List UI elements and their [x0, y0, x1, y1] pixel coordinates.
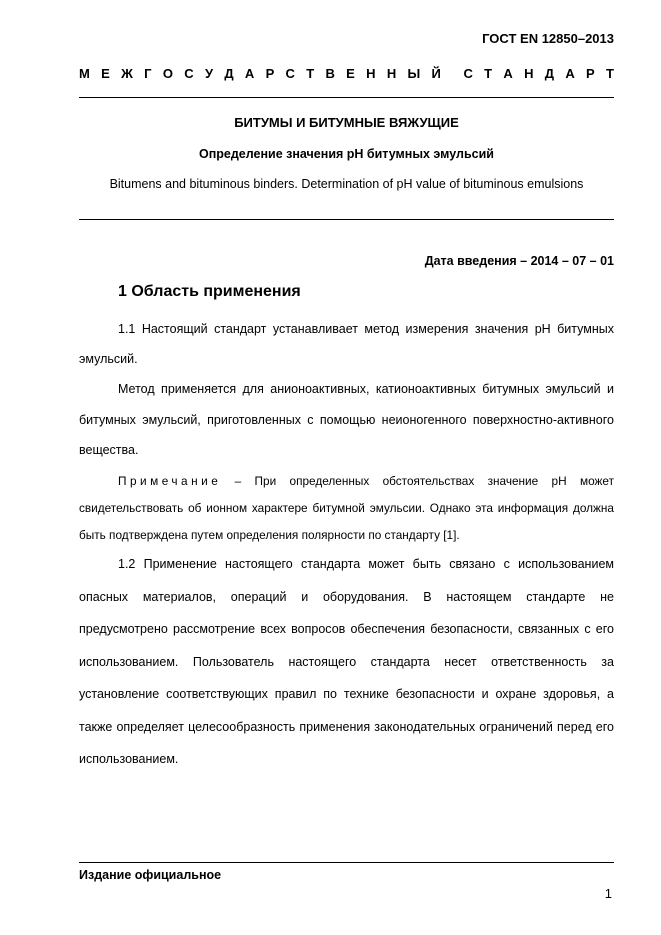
- banner-letter: М: [79, 66, 90, 81]
- banner-letter: А: [244, 66, 255, 81]
- banner-letter: Й: [431, 66, 441, 81]
- introduction-date: Дата введения – 2014 – 07 – 01: [424, 254, 614, 268]
- banner-letter: У: [204, 66, 214, 81]
- banner-letter: Ы: [407, 66, 421, 81]
- section-heading: 1 Область применения: [118, 283, 301, 300]
- standard-number: ГОСТ EN 12850–2013: [482, 31, 614, 46]
- banner-letter: А: [565, 66, 575, 81]
- banner-letter: Н: [366, 66, 376, 81]
- footer-divider: [79, 862, 614, 863]
- banner-letter: С: [184, 66, 194, 81]
- banner-letter: Д: [224, 66, 234, 81]
- banner-letter: С: [463, 66, 473, 81]
- document-title: БИТУМЫ И БИТУМНЫЕ ВЯЖУЩИЕ: [234, 115, 459, 130]
- title-divider: [79, 219, 614, 220]
- banner-letter: С: [285, 66, 295, 81]
- banner-letter: О: [162, 66, 173, 81]
- page-number: 1: [604, 886, 612, 901]
- english-title: Bitumens and bituminous binders. Determination of pH value of bituminous emulsions: [109, 177, 584, 191]
- paragraph-1-1: [79, 314, 614, 374]
- paragraph-method-text: Метод применяется для анионоактивных, катионоактивных битумных эмульсий и битумных эмульсий, приготовленных с помощью неионогенного поверхностно-активного вещества.: [79, 382, 614, 457]
- document-subtitle: Определение значения рН битумных эмульсий: [199, 147, 494, 161]
- paragraph-1-2-text: 1.2 Применение настоящего стандарта может быть связано с использованием опасных материалов, операций и оборудования. В настоящем стандарте не предусмотрено рассмотрение всех вопросов обеспечения безопасности, связанных с его использованием. Пользователь настоящего стандарта несет ответственность за установление соответствующих правил по технике безопасности и охране здоровья, а также определяет целесообразность применения законодательных ограничений перед его использованием.: [79, 557, 614, 766]
- banner-letter: Н: [386, 66, 397, 81]
- paragraph-method: [79, 374, 614, 466]
- paragraph-1-2: [79, 548, 614, 776]
- banner-letter: Ж: [121, 66, 133, 81]
- banner-letter: Т: [606, 66, 614, 81]
- banner-letter: Г: [144, 66, 152, 81]
- banner-letter: А: [503, 66, 513, 81]
- banner-letter: Д: [544, 66, 555, 81]
- banner-letter: Т: [484, 66, 493, 81]
- interstate-standard-banner: [79, 66, 614, 81]
- header-divider: [79, 97, 614, 98]
- banner-letter: Р: [586, 66, 595, 81]
- banner-letter: В: [325, 66, 335, 81]
- note-label: Примечание: [118, 474, 222, 488]
- official-edition-label: Издание официальное: [79, 868, 222, 882]
- banner-letter: Н: [524, 66, 534, 81]
- banner-letter: Е: [101, 66, 110, 81]
- paragraph-1-1-text: 1.1 Настоящий стандарт устанавливает метод измерения значения рН битумных эмульсий.: [79, 322, 614, 366]
- note-text: – При определенных обстоятельствах значение рН может свидетельствовать об ионном характере битумной эмульсии. Однако эта информация должна быть подтверждена путем определения полярности по стандарту [1].: [79, 474, 614, 542]
- note-block: [79, 468, 614, 549]
- banner-letter: Т: [306, 66, 315, 81]
- banner-letter: Е: [346, 66, 355, 81]
- banner-letter: Р: [265, 66, 275, 81]
